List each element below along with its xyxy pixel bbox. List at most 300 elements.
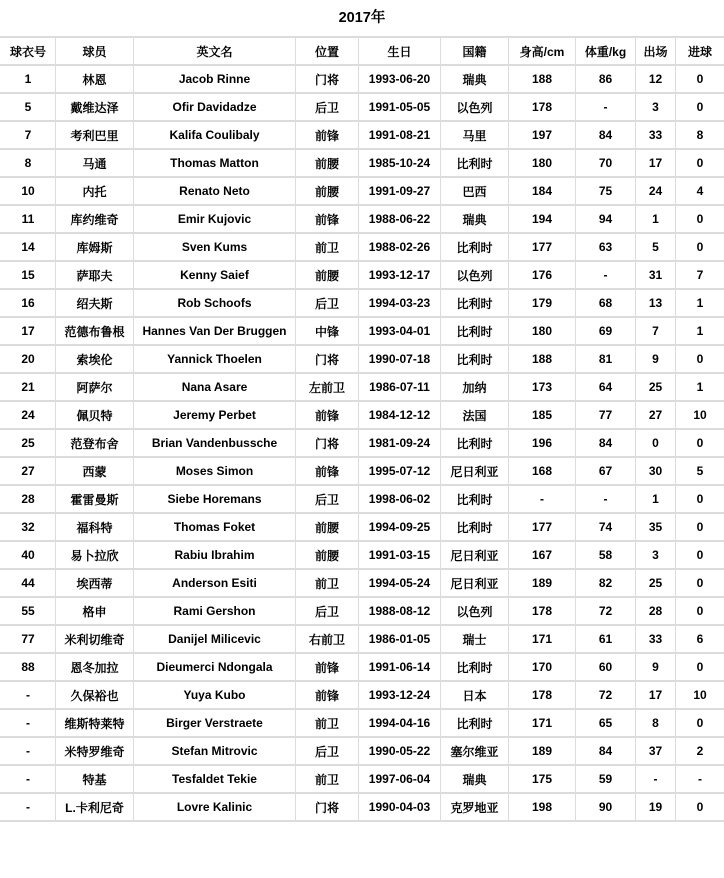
table-cell: 0 (676, 485, 724, 513)
table-row (1, 625, 724, 653)
table-cell: 巴西 (441, 177, 509, 205)
table-cell: 0 (676, 93, 724, 121)
table-row (1, 93, 724, 121)
table-cell: 173 (509, 373, 576, 401)
table-cell: 0 (676, 513, 724, 541)
column-header: 英文名 (134, 37, 296, 65)
table-cell: 尼日利亚 (441, 541, 509, 569)
bottom-spacer (0, 822, 724, 853)
table-cell: 5 (1, 93, 56, 121)
table-cell: 94 (576, 205, 636, 233)
table-cell: 佩贝特 (56, 401, 134, 429)
table-cell: 前锋 (296, 401, 359, 429)
table-cell: 萨耶夫 (56, 261, 134, 289)
table-cell: 33 (636, 121, 676, 149)
table-cell: 西蒙 (56, 457, 134, 485)
table-cell: 范登布舍 (56, 429, 134, 457)
table-cell: Rabiu Ibrahim (134, 541, 296, 569)
table-cell: - (576, 261, 636, 289)
table-cell: L.卡利尼奇 (56, 793, 134, 821)
table-cell: 19 (636, 793, 676, 821)
table-cell: Anderson Esiti (134, 569, 296, 597)
table-row (1, 345, 724, 373)
table-cell: - (576, 485, 636, 513)
table-cell: 前锋 (296, 457, 359, 485)
table-cell: Kenny Saief (134, 261, 296, 289)
table-cell: 180 (509, 149, 576, 177)
table-cell: 28 (1, 485, 56, 513)
table-cell: 内托 (56, 177, 134, 205)
table-cell: 8 (1, 149, 56, 177)
table-cell: 179 (509, 289, 576, 317)
table-cell: 1988-08-12 (359, 597, 441, 625)
table-cell: 44 (1, 569, 56, 597)
table-cell: 0 (676, 429, 724, 457)
table-cell: 196 (509, 429, 576, 457)
table-cell: 1990-05-22 (359, 737, 441, 765)
table-cell: 右前卫 (296, 625, 359, 653)
table-cell: 考利巴里 (56, 121, 134, 149)
table-cell: 格申 (56, 597, 134, 625)
table-cell: 门将 (296, 429, 359, 457)
table-cell: 176 (509, 261, 576, 289)
table-cell: 1993-12-24 (359, 681, 441, 709)
table-cell: 后卫 (296, 597, 359, 625)
table-cell: Renato Neto (134, 177, 296, 205)
table-cell: 福科特 (56, 513, 134, 541)
table-cell: 1991-06-14 (359, 653, 441, 681)
table-row (1, 541, 724, 569)
table-cell: 比利时 (441, 149, 509, 177)
table-cell: 7 (1, 121, 56, 149)
column-header: 体重/kg (576, 37, 636, 65)
table-cell: 72 (576, 597, 636, 625)
table-cell: 瑞典 (441, 765, 509, 793)
table-cell: 25 (636, 569, 676, 597)
table-cell: 178 (509, 681, 576, 709)
table-cell: 40 (1, 541, 56, 569)
table-cell: 25 (636, 373, 676, 401)
table-cell: 28 (636, 597, 676, 625)
table-cell: Ofir Davidadze (134, 93, 296, 121)
header-row (1, 37, 724, 65)
table-cell: 32 (1, 513, 56, 541)
table-cell: 维斯特莱特 (56, 709, 134, 737)
table-row (1, 737, 724, 765)
table-cell: 1 (676, 289, 724, 317)
table-cell: Yuya Kubo (134, 681, 296, 709)
table-cell: 35 (636, 513, 676, 541)
table-cell: Dieumerci Ndongala (134, 653, 296, 681)
table-cell: 33 (636, 625, 676, 653)
table-cell: 瑞士 (441, 625, 509, 653)
table-cell: Tesfaldet Tekie (134, 765, 296, 793)
table-cell: 13 (636, 289, 676, 317)
table-row (1, 401, 724, 429)
table-cell: 67 (576, 457, 636, 485)
table-cell: - (636, 765, 676, 793)
table-cell: 1984-12-12 (359, 401, 441, 429)
table-cell: 68 (576, 289, 636, 317)
table-cell: 前腰 (296, 541, 359, 569)
table-cell: 1988-06-22 (359, 205, 441, 233)
table-row (1, 149, 724, 177)
table-cell: 81 (576, 345, 636, 373)
table-cell: 27 (636, 401, 676, 429)
table-row (1, 653, 724, 681)
table-cell: 90 (576, 793, 636, 821)
table-cell: 198 (509, 793, 576, 821)
table-cell: 比利时 (441, 653, 509, 681)
table-row (1, 205, 724, 233)
table-cell: Rami Gershon (134, 597, 296, 625)
table-cell: 31 (636, 261, 676, 289)
table-cell: 日本 (441, 681, 509, 709)
table-cell: 5 (636, 233, 676, 261)
column-header: 国籍 (441, 37, 509, 65)
table-cell: 58 (576, 541, 636, 569)
table-cell: Thomas Foket (134, 513, 296, 541)
table-cell: - (1, 737, 56, 765)
table-cell: 5 (676, 457, 724, 485)
column-header: 进球 (676, 37, 724, 65)
table-row (1, 289, 724, 317)
table-cell: 1993-06-20 (359, 65, 441, 93)
table-cell: 比利时 (441, 289, 509, 317)
table-cell: 2 (676, 737, 724, 765)
table-cell: 3 (636, 93, 676, 121)
table-cell: 0 (676, 709, 724, 737)
table-cell: 197 (509, 121, 576, 149)
table-cell: 绍夫斯 (56, 289, 134, 317)
column-header: 出场 (636, 37, 676, 65)
table-cell: 180 (509, 317, 576, 345)
table-cell: Jacob Rinne (134, 65, 296, 93)
table-row (1, 709, 724, 737)
table-cell: 阿萨尔 (56, 373, 134, 401)
table-cell: 瑞典 (441, 205, 509, 233)
table-row (1, 429, 724, 457)
table-cell: 0 (676, 65, 724, 93)
column-header: 生日 (359, 37, 441, 65)
table-row (1, 121, 724, 149)
table-row (1, 513, 724, 541)
table-cell: 前卫 (296, 709, 359, 737)
table-cell: 1990-07-18 (359, 345, 441, 373)
table-cell: 马通 (56, 149, 134, 177)
table-cell: 0 (636, 429, 676, 457)
table-body (1, 65, 724, 821)
table-row (1, 373, 724, 401)
table-cell: Moses Simon (134, 457, 296, 485)
table-cell: 171 (509, 709, 576, 737)
table-cell: 177 (509, 233, 576, 261)
table-cell: 尼日利亚 (441, 457, 509, 485)
table-cell: Sven Kums (134, 233, 296, 261)
table-cell: 库约维奇 (56, 205, 134, 233)
table-cell: 1994-04-16 (359, 709, 441, 737)
table-cell: 70 (576, 149, 636, 177)
table-cell: 霍雷曼斯 (56, 485, 134, 513)
table-cell: 189 (509, 569, 576, 597)
table-row (1, 177, 724, 205)
table-cell: 0 (676, 345, 724, 373)
table-cell: 16 (1, 289, 56, 317)
table-cell: 1 (636, 485, 676, 513)
table-cell: 米利切维奇 (56, 625, 134, 653)
table-cell: Jeremy Perbet (134, 401, 296, 429)
table-cell: 1994-03-23 (359, 289, 441, 317)
table-cell: 86 (576, 65, 636, 93)
table-cell: 10 (676, 681, 724, 709)
table-cell: 8 (636, 709, 676, 737)
table-cell: 61 (576, 625, 636, 653)
table-cell: 84 (576, 429, 636, 457)
table-cell: 前锋 (296, 653, 359, 681)
table-cell: 17 (1, 317, 56, 345)
table-cell: 8 (676, 121, 724, 149)
table-cell: 1991-09-27 (359, 177, 441, 205)
table-cell: 1993-04-01 (359, 317, 441, 345)
table-cell: 1981-09-24 (359, 429, 441, 457)
table-cell: Emir Kujovic (134, 205, 296, 233)
table-cell: 1991-05-05 (359, 93, 441, 121)
table-cell: Thomas Matton (134, 149, 296, 177)
page-title: 2017年 (338, 10, 386, 26)
table-cell: 59 (576, 765, 636, 793)
table-cell: 25 (1, 429, 56, 457)
table-cell: Birger Verstraete (134, 709, 296, 737)
table-cell: 185 (509, 401, 576, 429)
table-cell: 60 (576, 653, 636, 681)
table-row (1, 681, 724, 709)
table-cell: 75 (576, 177, 636, 205)
table-cell: Lovre Kalinic (134, 793, 296, 821)
table-cell: 后卫 (296, 289, 359, 317)
table-cell: 0 (676, 205, 724, 233)
table-cell: 88 (1, 653, 56, 681)
table-cell: 167 (509, 541, 576, 569)
table-cell: - (1, 793, 56, 821)
table-cell: 0 (676, 569, 724, 597)
table-cell: - (576, 93, 636, 121)
table-cell: 比利时 (441, 513, 509, 541)
table-cell: 前腰 (296, 177, 359, 205)
table-cell: 后卫 (296, 93, 359, 121)
table-cell: 法国 (441, 401, 509, 429)
table-row (1, 317, 724, 345)
table-cell: 比利时 (441, 485, 509, 513)
table-cell: 0 (676, 233, 724, 261)
table-cell: 1986-01-05 (359, 625, 441, 653)
table-cell: 72 (576, 681, 636, 709)
table-cell: 7 (636, 317, 676, 345)
table-cell: 0 (676, 597, 724, 625)
table-cell: 前锋 (296, 205, 359, 233)
table-cell: 63 (576, 233, 636, 261)
table-cell: Stefan Mitrovic (134, 737, 296, 765)
table-cell: 0 (676, 653, 724, 681)
table-cell: 6 (676, 625, 724, 653)
table-cell: 3 (636, 541, 676, 569)
table-cell: 比利时 (441, 429, 509, 457)
table-cell: 171 (509, 625, 576, 653)
table-cell: 168 (509, 457, 576, 485)
table-cell: 4 (676, 177, 724, 205)
table-cell: 1994-09-25 (359, 513, 441, 541)
table-cell: 7 (676, 261, 724, 289)
table-cell: - (1, 709, 56, 737)
table-cell: 米特罗维奇 (56, 737, 134, 765)
table-cell: 克罗地亚 (441, 793, 509, 821)
table-cell: Hannes Van Der Bruggen (134, 317, 296, 345)
table-cell: 82 (576, 569, 636, 597)
table-cell: 55 (1, 597, 56, 625)
table-cell: 74 (576, 513, 636, 541)
table-cell: Kalifa Coulibaly (134, 121, 296, 149)
table-cell: 1986-07-11 (359, 373, 441, 401)
table-cell: Siebe Horemans (134, 485, 296, 513)
table-cell: 门将 (296, 793, 359, 821)
table-row (1, 261, 724, 289)
table-cell: 门将 (296, 65, 359, 93)
table-cell: 门将 (296, 345, 359, 373)
table-cell: 177 (509, 513, 576, 541)
table-row (1, 457, 724, 485)
table-cell: 马里 (441, 121, 509, 149)
column-header: 球员 (56, 37, 134, 65)
table-cell: 170 (509, 653, 576, 681)
table-cell: 1 (676, 373, 724, 401)
table-cell: 中锋 (296, 317, 359, 345)
table-cell: 久保裕也 (56, 681, 134, 709)
table-cell: 9 (636, 653, 676, 681)
table-cell: 1 (636, 205, 676, 233)
table-cell: 1993-12-17 (359, 261, 441, 289)
table-cell: 65 (576, 709, 636, 737)
table-header (1, 37, 724, 65)
table-cell: 9 (636, 345, 676, 373)
table-cell: 1991-03-15 (359, 541, 441, 569)
table-cell: 后卫 (296, 485, 359, 513)
table-cell: 比利时 (441, 317, 509, 345)
table-row (1, 793, 724, 821)
table-cell: 加纳 (441, 373, 509, 401)
table-cell: 库姆斯 (56, 233, 134, 261)
table-row (1, 485, 724, 513)
table-cell: 埃西蒂 (56, 569, 134, 597)
table-cell: 37 (636, 737, 676, 765)
table-cell: 27 (1, 457, 56, 485)
table-row (1, 65, 724, 93)
table-cell: 10 (1, 177, 56, 205)
table-cell: 15 (1, 261, 56, 289)
table-cell: 瑞典 (441, 65, 509, 93)
table-cell: - (1, 765, 56, 793)
table-cell: 24 (636, 177, 676, 205)
table-cell: 10 (676, 401, 724, 429)
table-cell: 184 (509, 177, 576, 205)
table-cell: 前卫 (296, 233, 359, 261)
column-header: 位置 (296, 37, 359, 65)
table-cell: 24 (1, 401, 56, 429)
table-row (1, 597, 724, 625)
column-header: 身高/cm (509, 37, 576, 65)
table-row (1, 765, 724, 793)
table-cell: 易卜拉欣 (56, 541, 134, 569)
table-row (1, 233, 724, 261)
table-cell: - (1, 681, 56, 709)
table-cell: 1985-10-24 (359, 149, 441, 177)
column-header: 球衣号 (1, 37, 56, 65)
table-cell: 塞尔维亚 (441, 737, 509, 765)
table-cell: 范德布鲁根 (56, 317, 134, 345)
table-cell: 0 (676, 149, 724, 177)
table-cell: 比利时 (441, 345, 509, 373)
table-cell: 以色列 (441, 261, 509, 289)
table-cell: Yannick Thoelen (134, 345, 296, 373)
table-cell: 188 (509, 65, 576, 93)
table-cell: Rob Schoofs (134, 289, 296, 317)
table-cell: 188 (509, 345, 576, 373)
table-cell: 前腰 (296, 513, 359, 541)
table-cell: 前锋 (296, 681, 359, 709)
table-cell: - (676, 765, 724, 793)
table-cell: 比利时 (441, 709, 509, 737)
table-cell: 1990-04-03 (359, 793, 441, 821)
table-cell: 17 (636, 149, 676, 177)
table-cell: 0 (676, 541, 724, 569)
table-cell: 1 (1, 65, 56, 93)
table-cell: 175 (509, 765, 576, 793)
table-cell: 以色列 (441, 597, 509, 625)
table-cell: 以色列 (441, 93, 509, 121)
table-cell: 0 (676, 793, 724, 821)
table-cell: Brian Vandenbussche (134, 429, 296, 457)
table-cell: 1991-08-21 (359, 121, 441, 149)
table-cell: 64 (576, 373, 636, 401)
table-cell: 77 (1, 625, 56, 653)
table-cell: 特基 (56, 765, 134, 793)
table-cell: 1994-05-24 (359, 569, 441, 597)
table-cell: 30 (636, 457, 676, 485)
table-cell: 12 (636, 65, 676, 93)
table-cell: 178 (509, 597, 576, 625)
table-cell: - (509, 485, 576, 513)
table-cell: 21 (1, 373, 56, 401)
table-cell: 84 (576, 121, 636, 149)
table-cell: 林恩 (56, 65, 134, 93)
table-cell: 178 (509, 93, 576, 121)
table-cell: 69 (576, 317, 636, 345)
table-cell: 20 (1, 345, 56, 373)
table-cell: 前卫 (296, 569, 359, 597)
table-cell: 戴维达泽 (56, 93, 134, 121)
table-cell: Danijel Milicevic (134, 625, 296, 653)
table-row (1, 569, 724, 597)
table-cell: 84 (576, 737, 636, 765)
table-cell: 前卫 (296, 765, 359, 793)
table-cell: 1998-06-02 (359, 485, 441, 513)
table-cell: 后卫 (296, 737, 359, 765)
table-cell: 1995-07-12 (359, 457, 441, 485)
table-cell: 比利时 (441, 233, 509, 261)
table-cell: 前腰 (296, 261, 359, 289)
table-cell: 194 (509, 205, 576, 233)
table-cell: 17 (636, 681, 676, 709)
table-cell: 1 (676, 317, 724, 345)
table-cell: 索埃伦 (56, 345, 134, 373)
